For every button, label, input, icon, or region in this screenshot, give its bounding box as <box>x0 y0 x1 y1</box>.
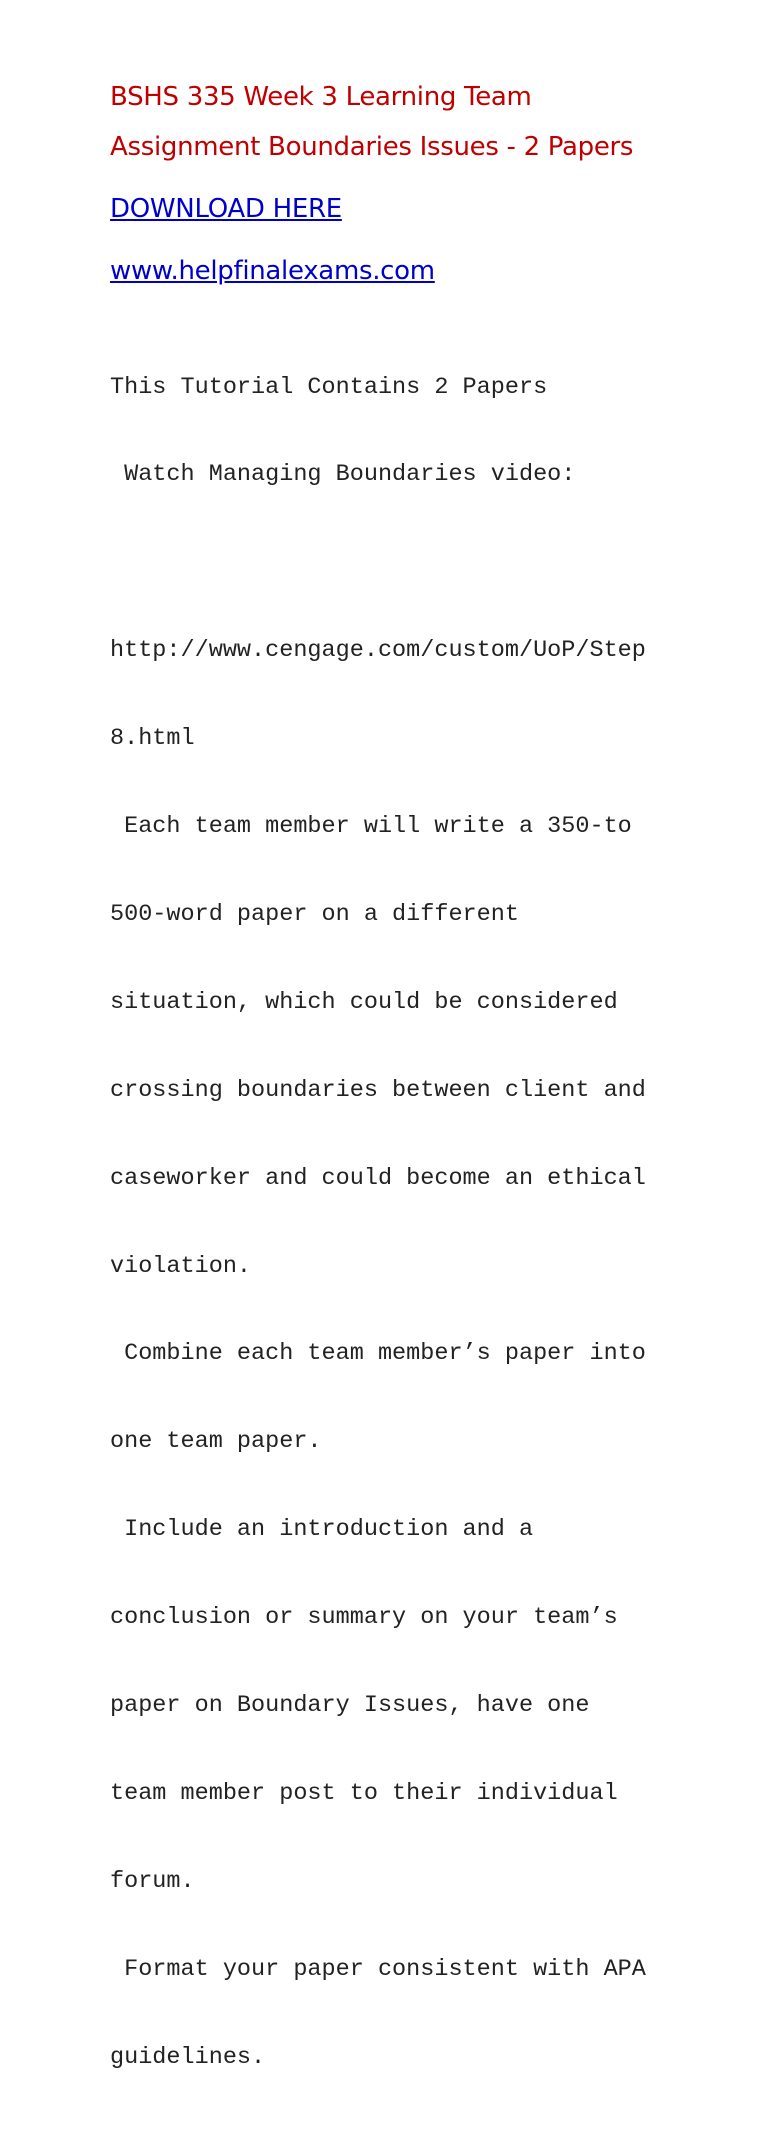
body-line-url: http://www.cengage.com/custom/UoP/Step <box>110 637 646 665</box>
body-line: situation, which could be considered <box>110 988 618 1016</box>
document-body <box>110 314 710 2130</box>
body-line: crossing boundaries between client and <box>110 1076 646 1104</box>
body-line: caseworker and could become an ethical <box>110 1164 646 1192</box>
body-line: Watch Managing Boundaries video: <box>110 461 576 489</box>
body-line: 500-word paper on a different <box>110 900 519 928</box>
body-line: Format your paper consistent with APA <box>110 1955 646 1983</box>
body-line: guidelines. <box>110 2043 266 2071</box>
body-line: Combine each team member’s paper into <box>110 1340 646 1368</box>
body-line: Include an introduction and a <box>110 1516 534 1544</box>
body-line: one team paper. <box>110 1428 322 1456</box>
body-line: team member post to their individual <box>110 1779 618 1807</box>
body-line: conclusion or summary on your team’s <box>110 1604 618 1632</box>
body-line: violation. <box>110 1252 252 1280</box>
body-line-url: 8.html <box>110 725 195 753</box>
body-blank-line <box>110 548 710 577</box>
body-line: paper on Boundary Issues, have one <box>110 1691 590 1719</box>
download-link[interactable]: DOWNLOAD HERE <box>110 194 342 224</box>
document-title-line-1: BSHS 335 Week 3 Learning Team <box>110 82 532 112</box>
body-line: forum. <box>110 1867 195 1895</box>
body-line: Each team member will write a 350-to <box>110 813 632 841</box>
website-link[interactable]: www.helpfinalexams.com <box>110 256 435 286</box>
body-line: This Tutorial Contains 2 Papers <box>110 373 548 401</box>
document-title-line-2: Assignment Boundaries Issues - 2 Papers <box>110 132 634 162</box>
